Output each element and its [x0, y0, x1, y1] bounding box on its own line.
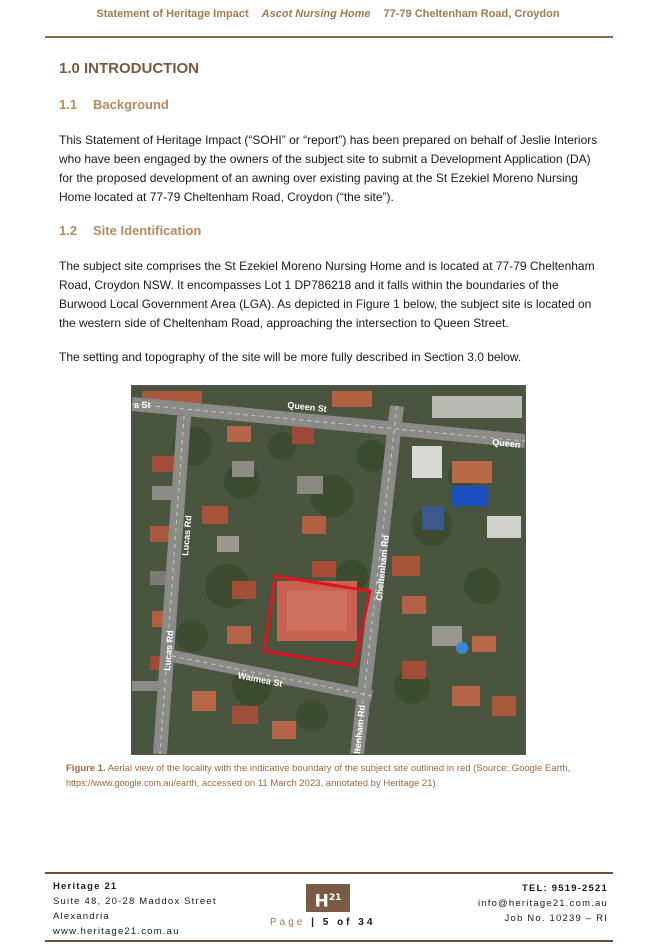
- street-label-edge: a St: [134, 400, 151, 410]
- street-label-cheltenham-bottom: ltenham Rd: [352, 704, 368, 754]
- footer-address-line1: Suite 48, 20-28 Maddox Street: [53, 896, 217, 907]
- section-heading: 1.0 INTRODUCTION: [59, 60, 200, 77]
- subsection-title: Background: [93, 97, 169, 112]
- header-site-name: Ascot Nursing Home: [261, 8, 371, 20]
- footer-address-block: [53, 879, 217, 939]
- page-count: 5 of 34: [322, 917, 376, 928]
- street-label-waimea: Waimea St: [236, 670, 284, 689]
- footer-job-number: Job No. 10239 – RI: [504, 913, 608, 924]
- street-label-lucas-bottom: Lucas Rd: [162, 629, 176, 672]
- figure-caption-url[interactable]: https://www.google.com.au/earth: [66, 778, 197, 788]
- figure-caption-tail: , accessed on 11 March 2023, annotated by Heritage 21).: [196, 778, 439, 789]
- subsection-heading-background: [59, 97, 169, 112]
- aerial-map: [132, 386, 525, 754]
- street-label-queen-edge: Queen: [491, 436, 521, 450]
- background-paragraph: This Statement of Heritage Impact (“SOHI” or “report”) has been prepared on behalf of Jeslie Interiors who have been engaged by the owners of the subject site to submit a Development Application (DA) for the proposed development of an awning over existing paving at the St Ezekiel Moreno Nursing Home located at 77-79 Cheltenham Road, Croydon (“the site”).: [59, 133, 598, 204]
- footer-rule-top: [45, 872, 613, 874]
- figure-label: Figure 1.: [66, 763, 106, 774]
- running-header: [0, 8, 656, 20]
- street-label-queen-st: Queen St: [286, 399, 328, 415]
- header-rule: [45, 36, 613, 38]
- footer-contact-block: [478, 881, 608, 926]
- header-address: 77-79 Cheltenham Road, Croydon: [383, 8, 560, 20]
- page-separator: |: [311, 917, 317, 928]
- footer-tel: TEL: 9519-2521: [522, 883, 608, 894]
- subsection-heading-site-identification: [59, 223, 201, 238]
- footer-email[interactable]: info@heritage21.com.au: [477, 898, 608, 909]
- footer-company: Heritage 21: [53, 881, 118, 892]
- footer-website[interactable]: www.heritage21.com.au: [53, 926, 180, 937]
- subsection-number: 1.2: [59, 223, 78, 238]
- figure-caption: [66, 762, 586, 791]
- site-identification-paragraph: The subject site comprises the St Ezekiel Moreno Nursing Home and is located at 77-79 Cheltenham Road, Croydon NSW. It encompasses Lot 1 DP786218 and it falls within the boundaries of the Burwood Local Government Area (LGA). As depicted in Figure 1 below, the subject site is located on the western side of Cheltenham Road, approaching the intersection to Queen Street.: [59, 259, 595, 330]
- street-label-lucas-top: Lucas Rd: [180, 514, 194, 557]
- subsection-number: 1.1: [59, 97, 78, 112]
- street-label-cheltenham-top: Cheltenham Rd: [374, 534, 391, 602]
- page-number: [270, 917, 375, 928]
- aerial-map-figure: [131, 385, 526, 755]
- header-doc-title: Statement of Heritage Impact: [96, 8, 249, 20]
- figure-caption-text: Aerial view of the locality with the indicative boundary of the subject site outlined in red (Source: Google Earth,: [107, 763, 571, 774]
- heritage21-logo: $H^{21}$: [306, 884, 350, 912]
- footer-address-line2: Alexandria: [53, 911, 110, 922]
- page-label: Page: [270, 917, 306, 928]
- footer-rule-bottom: [45, 940, 613, 942]
- setting-paragraph: The setting and topography of the site will be more fully described in Section 3.0 below.: [59, 350, 522, 364]
- subsection-title: Site Identification: [93, 223, 202, 238]
